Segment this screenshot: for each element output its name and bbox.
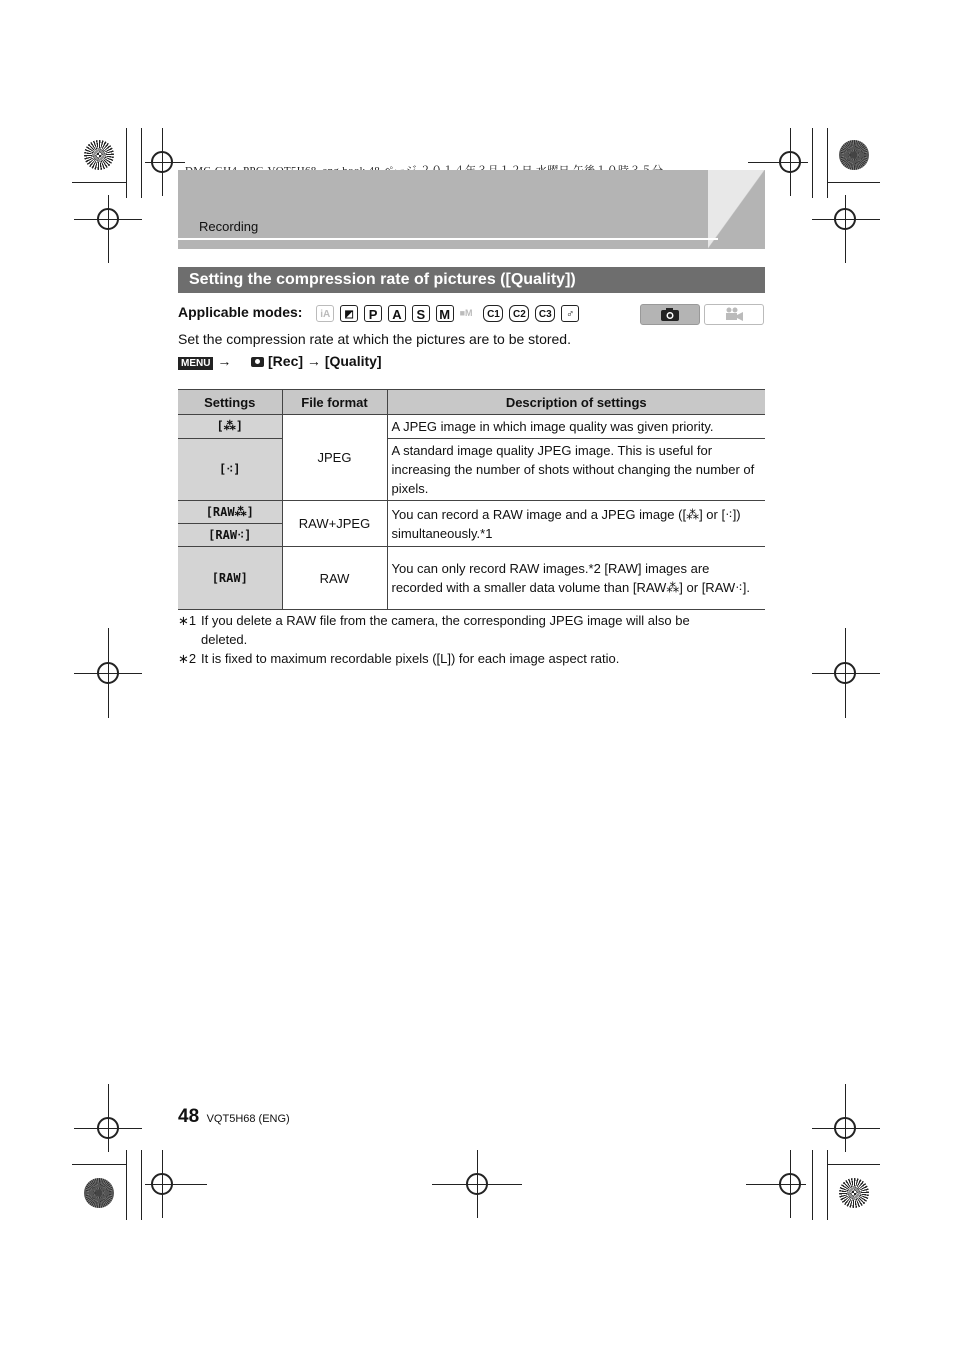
mode-a-icon: A xyxy=(388,305,406,322)
crosshair-icon xyxy=(834,1117,856,1139)
setting-fine: [⁂] xyxy=(178,415,282,439)
setting-raw-fine: [RAW⁂] xyxy=(178,501,282,524)
crosshair-icon xyxy=(779,151,801,173)
menu-path xyxy=(178,353,382,370)
table-row xyxy=(178,501,765,524)
footnote-1-mark: ∗1 xyxy=(178,613,197,628)
description-raw: You can only record RAW images.*2 [RAW] images are recorded with a smaller data volume than [RAW⁂] or [RAW⁖]. xyxy=(387,547,765,610)
applicable-modes-label: Applicable modes: xyxy=(178,304,303,320)
crosshair-icon xyxy=(466,1173,488,1195)
page-title xyxy=(178,267,765,293)
footnote-2 xyxy=(178,649,738,668)
header-description: Description of settings xyxy=(387,390,765,415)
crosshair-icon xyxy=(97,208,119,230)
footnote-2-mark: ∗2 xyxy=(178,651,197,666)
description-standard: A standard image quality JPEG image. This is useful for increasing the number of shots without changing the number of pixels. xyxy=(387,439,765,501)
crosshair-icon xyxy=(97,662,119,684)
video-camera-tab xyxy=(704,304,764,325)
page-footer xyxy=(178,1106,290,1128)
still-camera-tab xyxy=(640,304,700,325)
mode-creative-icon: ◩ xyxy=(340,305,358,322)
mode-c2-icon: C2 xyxy=(509,305,529,322)
table-row xyxy=(178,439,765,501)
footnote-1-text: If you delete a RAW file from the camera, the corresponding JPEG image will also be deleted. xyxy=(201,613,690,647)
mode-m-icon: M xyxy=(436,305,454,322)
table-row xyxy=(178,415,765,439)
table-header-row xyxy=(178,390,765,415)
rec-camera-icon xyxy=(251,357,264,367)
menu-quality: [Quality] xyxy=(324,353,382,369)
crosshair-icon xyxy=(151,151,173,173)
crosshair-icon xyxy=(151,1173,173,1195)
registration-rosette-icon xyxy=(839,140,869,170)
mode-scene-guide-icon: ♂ xyxy=(561,305,579,322)
mode-c1-icon: C1 xyxy=(483,305,503,322)
menu-badge: MENU xyxy=(178,357,213,370)
page-title-text: Setting the compression rate of pictures ([Quality]) xyxy=(189,271,576,288)
video-camera-icon xyxy=(723,307,745,321)
crosshair-icon xyxy=(834,662,856,684)
section-label: Recording xyxy=(199,219,259,234)
header-settings: Settings xyxy=(178,390,282,415)
camera-icon xyxy=(660,307,680,321)
crosshair-icon xyxy=(779,1173,801,1195)
menu-arrow: → xyxy=(217,353,232,369)
crosshair-icon xyxy=(97,1117,119,1139)
description-raw-jpeg: You can record a RAW image and a JPEG image ([⁂] or [⁖]) simultaneously.*1 xyxy=(387,501,765,547)
footnote-2-text: It is fixed to maximum recordable pixels ([L]) for each image aspect ratio. xyxy=(201,651,620,666)
mode-movie-m-icon: ■M xyxy=(459,308,473,319)
format-raw-jpeg: RAW+JPEG xyxy=(282,501,387,547)
description-fine: A JPEG image in which image quality was given priority. xyxy=(387,415,765,439)
page-number: 48 xyxy=(178,1106,200,1127)
mode-ia-icon: iA xyxy=(316,305,334,322)
applicable-modes xyxy=(178,304,581,322)
registration-rosette-icon xyxy=(84,140,114,170)
quality-settings-table xyxy=(178,389,765,610)
format-raw: RAW xyxy=(282,547,387,610)
registration-rosette-icon xyxy=(84,1178,114,1208)
mode-s-icon: S xyxy=(412,305,430,322)
header-band-underline xyxy=(178,238,718,240)
menu-arrow-2: → xyxy=(306,353,321,369)
setting-raw-standard: [RAW⁖] xyxy=(178,524,282,547)
registration-rosette-icon xyxy=(839,1178,869,1208)
doc-code: VQT5H68 (ENG) xyxy=(206,1113,290,1125)
menu-rec: [Rec] xyxy=(268,353,304,369)
table-row xyxy=(178,547,765,610)
mode-p-icon: P xyxy=(364,305,382,322)
crosshair-icon xyxy=(834,208,856,230)
setting-standard: [⁖] xyxy=(178,439,282,501)
format-jpeg: JPEG xyxy=(282,415,387,501)
mode-c3-icon: C3 xyxy=(535,305,555,322)
header-file-format: File format xyxy=(282,390,387,415)
setting-raw: [RAW] xyxy=(178,547,282,610)
footnote-1 xyxy=(178,611,738,649)
intro-text: Set the compression rate at which the pictures are to be stored. xyxy=(178,331,571,347)
